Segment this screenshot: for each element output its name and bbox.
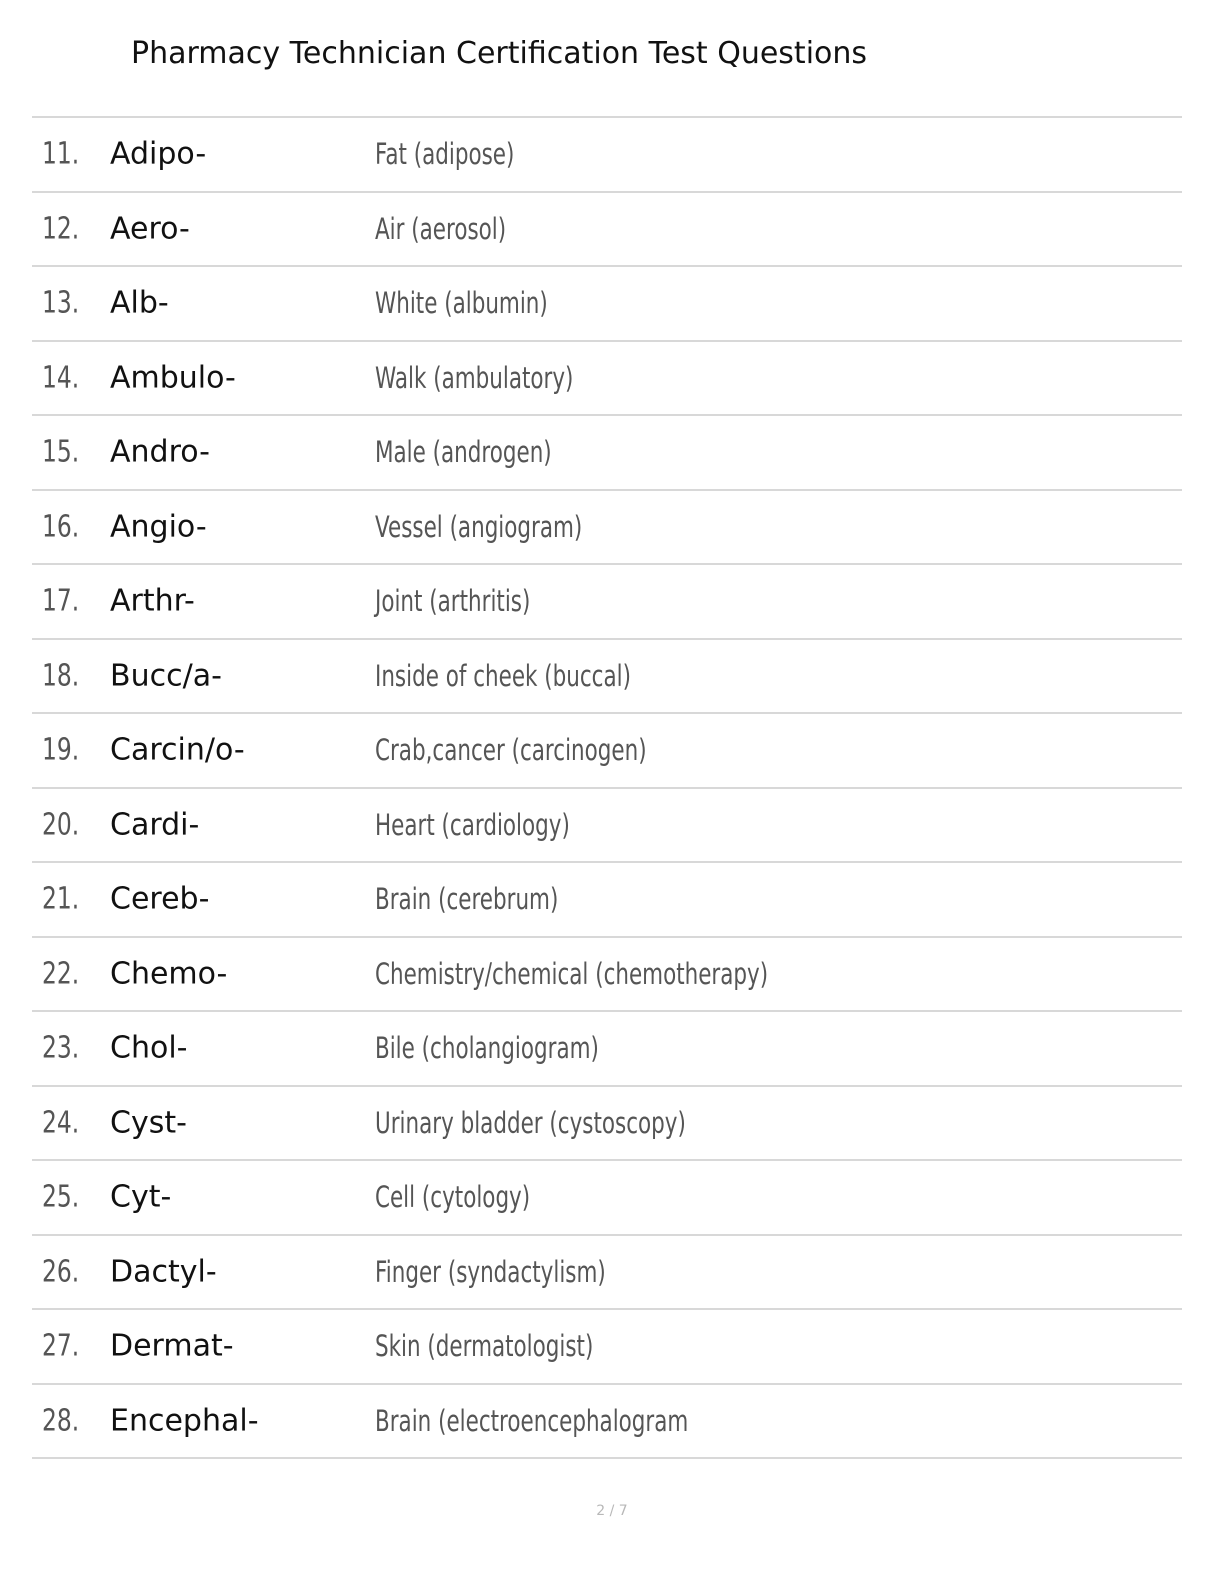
term-meaning: Fat (adipose) [375,137,515,172]
term-meaning: Air (aerosol) [375,211,507,246]
row-number: 26. [42,1254,80,1290]
term-meaning: Finger (syndactylism) [375,1254,606,1289]
table-row [32,714,1182,789]
table-row [32,1385,1182,1460]
row-number: 24. [42,1105,80,1141]
table-row [32,491,1182,566]
table-row [32,1236,1182,1311]
row-number: 22. [42,956,80,992]
term-meaning: Brain (cerebrum) [375,882,559,917]
term-meaning: Joint (arthritis) [375,584,531,619]
term-meaning: Male (androgen) [375,435,552,470]
row-number: 21. [42,881,80,917]
page-title: Pharmacy Technician Certification Test Questions [131,36,868,71]
term-prefix: Arthr- [110,583,195,619]
table-row [32,1087,1182,1162]
table-row [32,342,1182,417]
table-row [32,416,1182,491]
row-number: 23. [42,1030,80,1066]
terms-table [32,116,1182,1459]
term-meaning: Inside of cheek (buccal) [375,658,631,693]
table-row [32,565,1182,640]
page-number: 2 / 7 [596,1503,628,1519]
term-meaning: White (albumin) [375,286,548,321]
row-number: 19. [42,732,80,768]
table-row [32,267,1182,342]
term-prefix: Bucc/a- [110,658,222,694]
term-meaning: Bile (cholangiogram) [375,1031,599,1066]
term-meaning: Walk (ambulatory) [375,360,574,395]
table-row [32,1161,1182,1236]
term-prefix: Adipo- [110,136,207,172]
term-prefix: Chemo- [110,956,228,992]
term-prefix: Carcin/o- [110,732,245,768]
term-meaning: Urinary bladder (cystoscopy) [375,1105,686,1140]
row-number: 13. [42,285,80,321]
term-prefix: Aero- [110,211,190,247]
table-row [32,863,1182,938]
term-prefix: Cyt- [110,1179,172,1215]
term-meaning: Cell (cytology) [375,1180,531,1215]
term-meaning: Crab,cancer (carcinogen) [375,733,647,768]
row-number: 11. [42,136,80,172]
row-number: 25. [42,1179,80,1215]
term-prefix: Encephal- [110,1403,259,1439]
term-meaning: Heart (cardiology) [375,807,570,842]
term-prefix: Dactyl- [110,1254,217,1290]
row-number: 12. [42,211,80,247]
row-number: 18. [42,658,80,694]
row-number: 20. [42,807,80,843]
term-prefix: Cyst- [110,1105,187,1141]
term-prefix: Ambulo- [110,360,236,396]
row-number: 14. [42,360,80,396]
term-prefix: Chol- [110,1030,188,1066]
table-row [32,1310,1182,1385]
table-row [32,789,1182,864]
term-prefix: Andro- [110,434,210,470]
term-meaning: Brain (electroencephalogram [375,1403,689,1438]
term-prefix: Dermat- [110,1328,234,1364]
term-meaning: Skin (dermatologist) [375,1329,594,1364]
table-row [32,193,1182,268]
row-number: 17. [42,583,80,619]
row-number: 16. [42,509,80,545]
term-meaning: Chemistry/chemical (chemotherapy) [375,956,769,991]
row-number: 27. [42,1328,80,1364]
table-row [32,118,1182,193]
row-number: 15. [42,434,80,470]
term-prefix: Alb- [110,285,169,321]
table-row [32,1012,1182,1087]
term-prefix: Angio- [110,509,207,545]
term-prefix: Cereb- [110,881,210,917]
term-prefix: Cardi- [110,807,200,843]
table-row [32,640,1182,715]
term-meaning: Vessel (angiogram) [375,509,583,544]
row-number: 28. [42,1403,80,1439]
table-row [32,938,1182,1013]
